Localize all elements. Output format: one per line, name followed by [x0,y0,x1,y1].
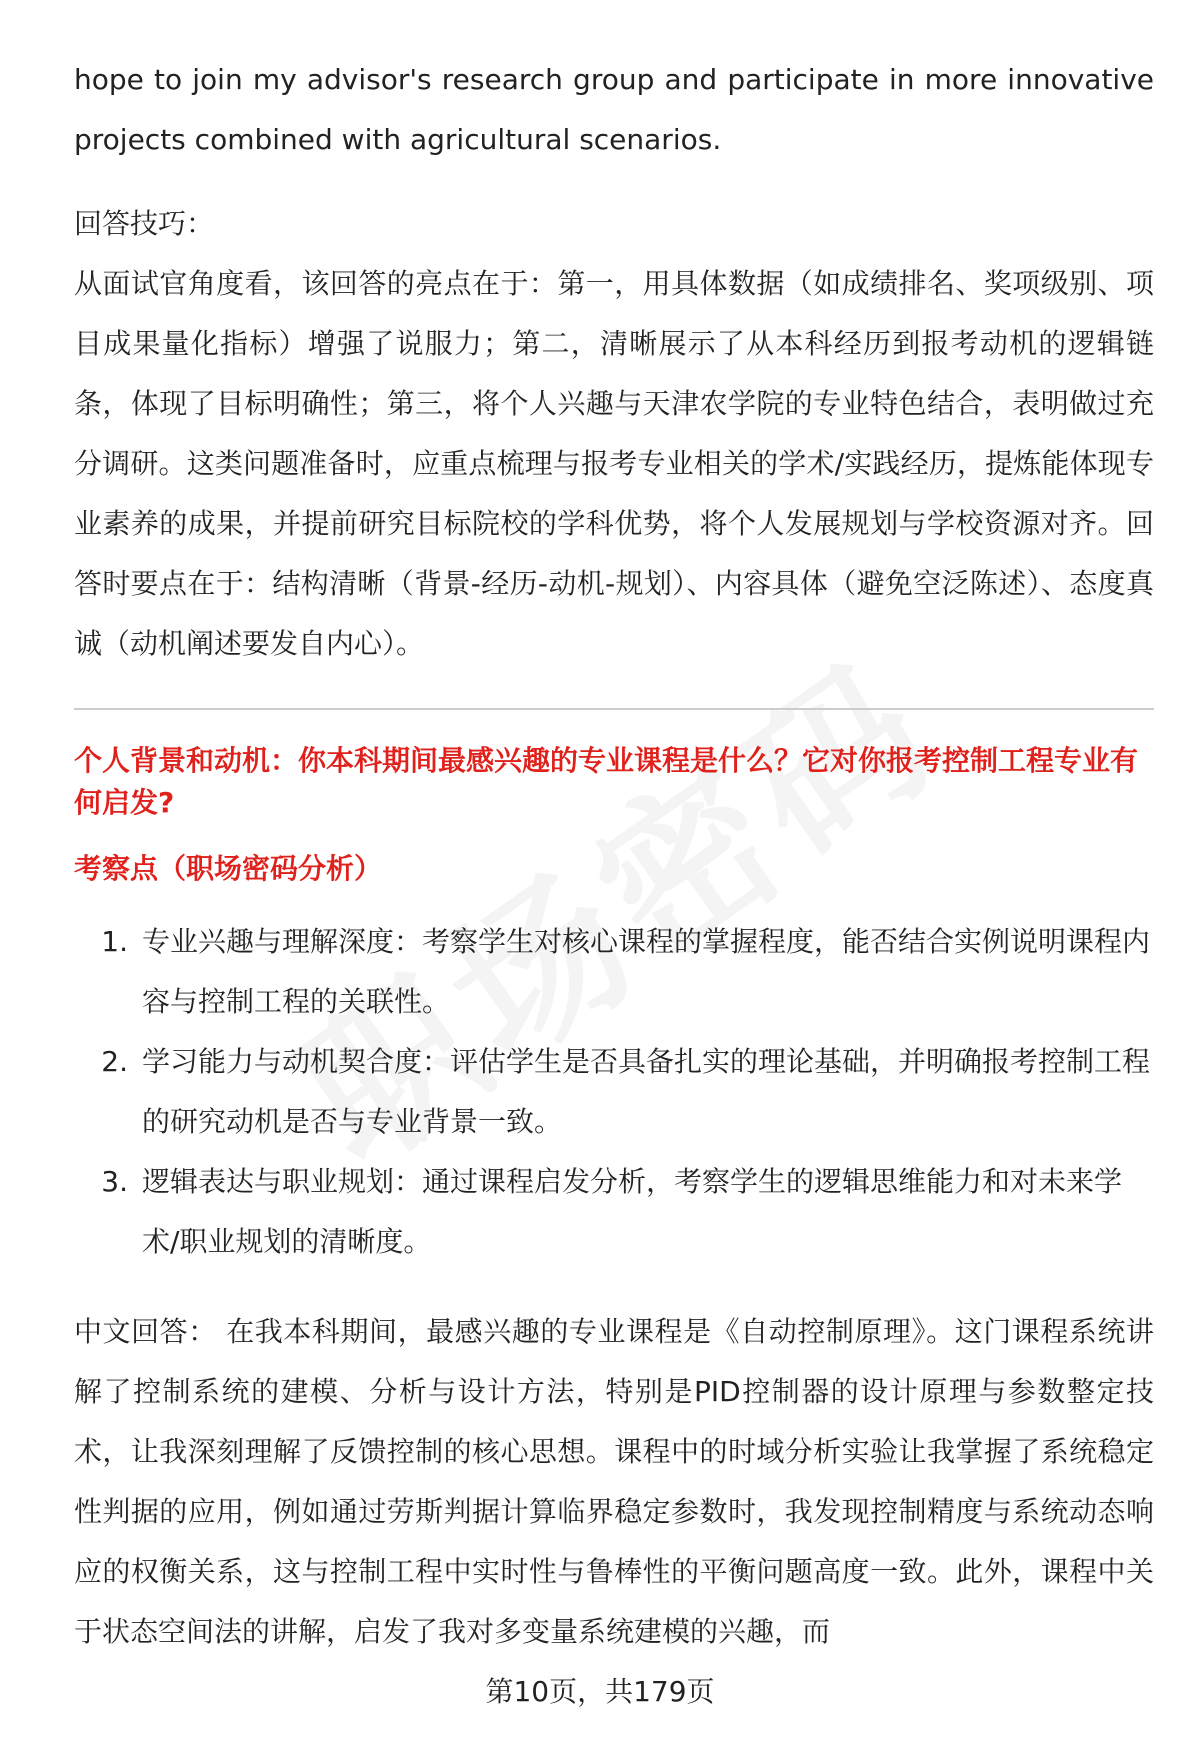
tips-label: 回答技巧： [74,207,215,240]
list-item-number: 3. [101,1165,128,1198]
tips-body: 从面试官角度看，该回答的亮点在于：第一，用具体数据（如成绩排名、奖项级别、项目成果量化指标）增强了说服力；第二，清晰展示了从本科经历到报考动机的逻辑链条，体现了目标明确性；第三，将个人兴趣与天津农学院的专业特色结合，表明做过充分调研。这类问题准备时，应重点梳理与报考专业相关的学术/实践经历，提炼能体现专业素养的成果，并提前研究目标院校的学科优势，将个人发展规划与学校资源对齐。回答时要点在于：结构清晰（背景-经历-动机-规划）、内容具体（避免空泛陈述）、态度真诚（动机阐述要发自内心）。 [74,267,1154,660]
document-page [74,50,1154,1662]
list-item [74,1152,1154,1272]
list-item-number: 1. [101,925,128,958]
page-footer: 第10页，共179页 [485,1675,715,1708]
list-item-number: 2. [101,1045,128,1078]
answer-paragraph: 中文回答： 在我本科期间，最感兴趣的专业课程是《自动控制原理》。这门课程系统讲解了控制系统的建模、分析与设计方法，特别是PID控制器的设计原理与参数整定技术，让我深刻理解了反馈控制的核心思想。课程中的时域分析实验让我掌握了系统稳定性判据的应用，例如通过劳斯判据计算临界稳定参数时，我发现控制精度与系统动态响应的权衡关系，这与控制工程中实时性与鲁棒性的平衡问题高度一致。此外，课程中关于状态空间法的讲解，启发了我对多变量系统建模的兴趣，而 [74,1315,1154,1648]
intro-paragraph: hope to join my advisor's research group and participate in more innovative projects combined with agricultural scenarios. [74,63,1154,156]
list-item [74,912,1154,1032]
list-item-text: 学习能力与动机契合度：评估学生是否具备扎实的理论基础，并明确报考控制工程的研究动机是否与专业背景一致。 [142,1045,1151,1138]
list-item-text: 逻辑表达与职业规划：通过课程启发分析，考察学生的逻辑思维能力和对未来学术/职业规划的清晰度。 [142,1165,1123,1258]
list-item [74,1032,1154,1152]
question-title: 个人背景和动机：你本科期间最感兴趣的专业课程是什么？它对你报考控制工程专业有何启发? [74,744,1139,819]
section-divider [74,708,1154,710]
focus-title: 考察点（职场密码分析） [74,852,383,885]
focus-list [74,912,1154,1272]
list-item-text: 专业兴趣与理解深度：考察学生对核心课程的掌握程度，能否结合实例说明课程内容与控制工程的关联性。 [142,925,1151,1018]
